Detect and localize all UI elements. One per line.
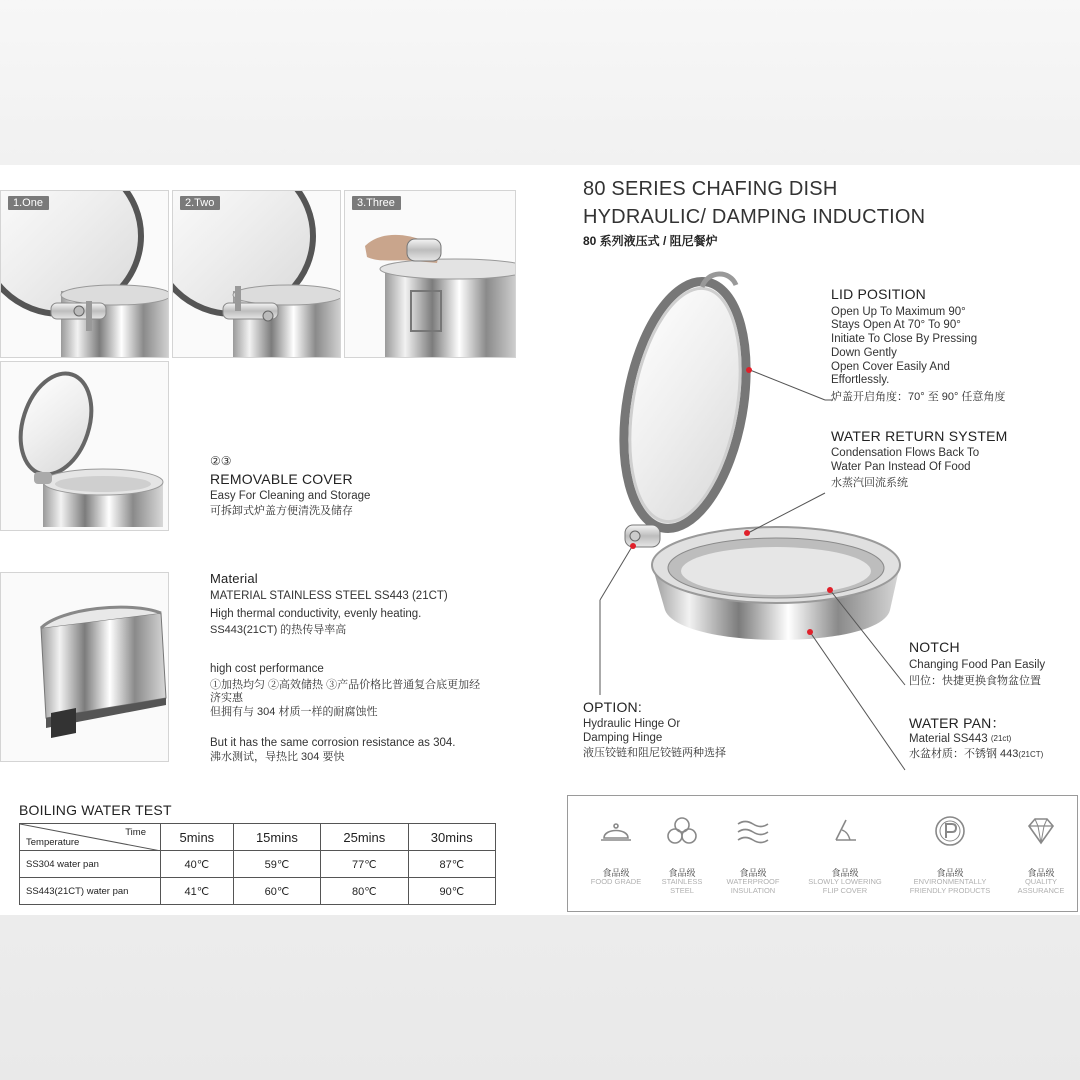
feature-en-line: ENVIRONMENTALLY [913,877,987,886]
water-return-line-1: Condensation Flows Back To [831,447,980,459]
water-pan-marker [807,629,813,635]
feature-en-line: SLOWLY LOWERING [808,877,882,886]
material-line-3: SS443(21CT) 的热传导率高 [210,624,347,636]
feature-cn: 食品级 [936,868,964,878]
feature-cn: 食品级 [1027,868,1055,878]
lid-line-2: Stays Open At 70° To 90° [831,319,961,331]
lid-line-5: Open Cover Easily And [831,361,950,373]
feature-en-line: ASSURANCE [1017,886,1065,895]
removable-text: Easy For Cleaning and Storage [210,490,371,502]
feature-en-line: WATERPROOF [726,877,780,886]
material-line-9: 沸水测试，导热比 304 要快 [210,751,345,763]
notch-heading: NOTCH [909,639,960,655]
step-two-label: 2.Two [180,196,220,210]
boiling-test-table [19,823,496,905]
step-three-photo [344,190,516,358]
water-pan-cn-text: 水盆材质：不锈钢 443 [909,748,1019,760]
water-return-heading: WATER RETURN SYSTEM [831,428,1008,444]
features-box [567,795,1078,912]
corner-time-label: Time [125,827,146,838]
hinge-closeup-image [173,191,341,358]
material-line-4: high cost performance [210,663,324,675]
lid-line-3: Initiate To Close By Pressing [831,333,978,345]
open-chafing-dish-image [1,362,169,531]
water-pan-material-text: Material SS443 [909,733,988,745]
notch-cn: 凹位：快捷更换食物盆位置 [909,675,1041,687]
water-pan-cn-sup: (21CT) [1018,750,1044,759]
table-corner-cell [20,824,161,851]
lid-cn: 炉盖开启角度：70° 至 90° 任意角度 [831,391,1006,403]
step-one-label: 1.One [8,196,49,210]
option-line-1: Hydraulic Hinge Or [583,718,681,730]
title-line-1: 80 SERIES CHAFING DISH [583,178,838,200]
cutaway-pan-image [1,573,169,762]
lid-position-marker [746,367,752,373]
water-return-cn: 水蒸汽回流系统 [831,477,908,489]
feature-en-line: FRIENDLY PRODUCTS [909,886,991,895]
waves-icon [736,814,770,848]
feature-en-line: QUALITY [1024,877,1058,886]
material-line-1: MATERIAL STAINLESS STEEL SS443 (21CT) [210,590,448,602]
removable-heading: REMOVABLE COVER [210,471,353,487]
title-cn: 80 系列液压式 / 阻尼餐炉 [583,234,718,248]
hand-removing-cover-image [345,191,516,358]
corner-temperature-label: Temperature [26,837,80,848]
feature-cn: 食品级 [739,868,767,878]
table-cell: 90℃ [408,878,495,905]
removable-cover-photo [0,361,169,531]
removable-text-cn: 可拆卸式炉盖方便清洗及储存 [210,505,353,517]
hinge-marker [630,543,636,549]
table-row [20,878,496,905]
notch-line-1: Changing Food Pan Easily [909,659,1046,671]
table-cell: 59℃ [233,851,320,878]
material-line-2: High thermal conductivity, evenly heating. [210,608,422,620]
lid-line-1: Open Up To Maximum 90° [831,306,966,318]
material-line-6: 济实惠 [210,692,243,704]
table-cell: 40℃ [161,851,234,878]
option-cn: 液压铰链和阻尼铰链两种选择 [583,747,726,759]
eco-p-icon [933,814,967,848]
feature-en-line: FLIP COVER [822,886,868,895]
material-heading: Material [210,571,258,586]
feature-en [800,877,890,895]
column-header: 15mins [233,824,320,851]
feature-en [996,877,1080,895]
table-header-row [20,824,496,851]
lid-heading: LID POSITION [831,286,926,302]
table-cell: 87℃ [408,851,495,878]
material-photo [0,572,169,762]
material-line-8: But it has the same corrosion resistance as 304. [210,737,456,749]
feature-cn: 食品级 [602,868,630,878]
table-cell: 80℃ [321,878,408,905]
removable-number: ②③ [210,454,232,468]
lid-line-6: Effortlessly. [831,374,890,386]
feature-cn: 食品级 [831,868,859,878]
table-cell: 60℃ [233,878,320,905]
feature-en-line: INSULATION [730,886,776,895]
notch-marker [827,587,833,593]
feature-en-line: STEEL [670,886,694,895]
material-line-5: ①加热均匀 ②高效储热 ③产品价格比普通复合底更加经 [210,679,481,691]
stainless-steel-icon [665,814,699,848]
row-label: SS443(21CT) water pan [20,878,161,905]
table-row [20,851,496,878]
flip-cover-icon [828,814,862,848]
lid-line-4: Down Gently [831,347,897,359]
table-cell: 77℃ [321,851,408,878]
column-header: 25mins [321,824,408,851]
diamond-icon [1024,814,1058,848]
feature-en-line: FOOD GRADE [590,877,642,886]
option-line-2: Damping Hinge [583,732,663,744]
row-label: SS304 water pan [20,851,161,878]
water-return-marker [744,530,750,536]
step-two-photo [172,190,341,358]
feature-en [905,877,995,895]
material-line-7: 但拥有与 304 材质一样的耐腐蚀性 [210,706,378,718]
feature-cn: 食品级 [668,868,696,878]
boiling-test-title: BOILING WATER TEST [19,802,172,818]
feature-en [708,877,798,895]
cloche-icon [599,814,633,848]
title-line-2: HYDRAULIC/ DAMPING INDUCTION [583,206,926,228]
option-heading: OPTION: [583,699,642,715]
step-three-label: 3.Three [352,196,401,210]
hinge-closeup-image [1,191,169,358]
water-pan-cn [909,747,1043,762]
water-return-line-2: Water Pan Instead Of Food [831,461,971,473]
water-pan-heading: WATER PAN： [909,715,1006,731]
feature-en-line: STAINLESS [661,877,703,886]
water-pan-material-sup: (21ct) [990,734,1012,743]
column-header: 30mins [408,824,495,851]
table-cell: 41℃ [161,878,234,905]
water-pan-material [909,732,1011,746]
column-header: 5mins [161,824,234,851]
step-one-photo [0,190,169,358]
